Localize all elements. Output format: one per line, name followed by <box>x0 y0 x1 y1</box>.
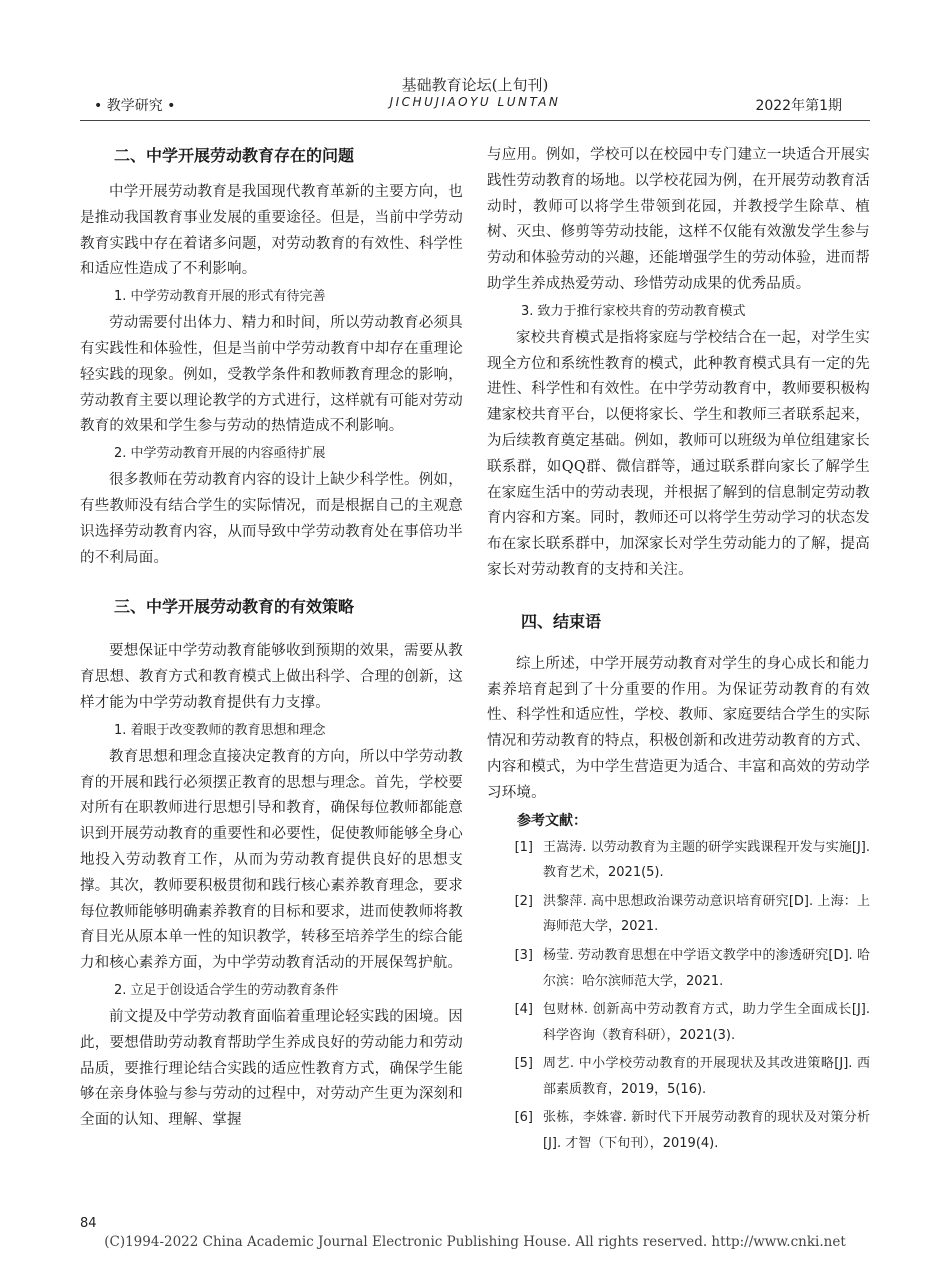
left-column <box>80 140 463 1134</box>
subheading: 2. 立足于创设适合学生的劳动教育条件 <box>114 982 339 998</box>
paragraph: 综上所述，中学开展劳动教育对学生的身心成长和能力素养培育起到了十分重要的作用。为保证劳动教育的有效性、科学性和适应性，学校、教师、家庭要结合学生的实际情况和劳动教育的特点，积极创新和改进劳动教育的方式、内容和模式，为中学生营造更为适合、丰富和高效的劳动学习环境。 <box>487 655 870 801</box>
paragraph: 中学开展劳动教育是我国现代教育革新的主要方向，也是推动我国教育事业发展的重要途径。但是，当前中学劳动教育实践中存在着诸多问题，对劳动教育的有效性、科学性和适应性造成了不利影响。 <box>80 184 463 278</box>
reference-number: [2] <box>514 893 533 909</box>
journal-title-cn: 基础教育论坛(上旬刊) <box>401 76 549 94</box>
reference-text: 王嵩涛. 以劳动教育为主题的研学实践课程开发与实施[J]. 教育艺术，2021(5). <box>543 839 870 881</box>
section-heading-3: 三、中学开展劳动教育的有效策略 <box>114 597 355 617</box>
page-number: 84 <box>80 1216 97 1231</box>
header-divider <box>80 120 870 121</box>
paragraph: 劳动需要付出体力、精力和时间，所以劳动教育必须具有实践性和体验性，但是当前中学劳动教育中却存在重理论轻实践的现象。例如，受教学条件和教师教育理念的影响，劳动教育主要以理论教学的方式进行，这样就有可能对劳动教育的效果和学生参与劳动的热情造成不利影响。 <box>80 315 463 435</box>
copyright-notice: (C)1994-2022 China Academic Journal Electronic Publishing House. All rights reserved. http://www.cnki.net <box>104 1234 846 1250</box>
reference-text: 张栋，李姝睿. 新时代下开展劳动教育的现状及对策分析[J]. 才智（下旬刊），2019(4). <box>543 1110 870 1152</box>
paragraph: 前文提及中学劳动教育面临着重理论轻实践的困境。因此，要想借助劳动教育帮助学生养成良好的劳动能力和劳动品质，要推行理论结合实践的适应性教育方式，确保学生能够在亲身体验与参与劳动的过程中，对劳动产生更为深刻和全面的认知、理解、掌握 <box>80 1008 463 1129</box>
paragraph: 很多教师在劳动教育内容的设计上缺少科学性。例如，有些教师没有结合学生的实际情况，而是根据自己的主观意识选择劳动教育内容，从而导致中学劳动教育处在事倍功半的不利局面。 <box>80 472 463 566</box>
reference-number: [4] <box>514 1002 533 1018</box>
issue-label: 2022年第1期 <box>755 98 842 114</box>
paragraph: 家校共育模式是指将家庭与学校结合在一起，对学生实现全方位和系统性教育的模式，此种教育模式具有一定的先进性、科学性和有效性。在中学劳动教育中，教师要积极构建家校共育平台，以便将家长、学生和教师三者联系起来，为后续教育奠定基础。例如，教师可以班级为单位组建家长联系群，如QQ群、微信群等，通过联系群向家长了解学生在家庭生活中的劳动表现，并根据了解到的信息制定劳动教育内容和方案。同时，教师还可以将学生劳动学习的状态发布在家长联系群中，加深家长对学生劳动能力的了解，提高家长对劳动教育的支持和关注。 <box>487 329 870 578</box>
subheading: 1. 着眼于改变教师的教育思想和理念 <box>114 722 326 738</box>
paragraph: 教育思想和理念直接决定教育的方向，所以中学劳动教育的开展和践行必须摆正教育的思想与理念。首先，学校要对所有在职教师进行思想引导和教育，确保每位教师都能意识到开展劳动教育的重要性和必要性，促使教师能够全身心地投入劳动教育工作，从而为劳动教育提供良好的思想支撑。其次，教师要积极贯彻和践行核心素养教育理念，要求每位教师能够明确素养教育的目标和要求，进而使教师将教育目光从原本单一性的知识教学，转移至培养学生的综合能力和核心素养方面，为中学劳动教育活动的开展保驾护航。 <box>80 748 463 972</box>
subheading: 3. 致力于推行家校共育的劳动教育模式 <box>521 303 746 319</box>
section-tag: • 教学研究 • <box>94 98 176 114</box>
reference-text: 杨莹. 劳动教育思想在中学语文教学中的渗透研究[D]. 哈尔滨：哈尔滨师范大学，2021. <box>543 947 870 989</box>
reference-item <box>487 943 870 994</box>
reference-text: 洪黎萍. 高中思想政治课劳动意识培育研究[D]. 上海：上海师范大学，2021. <box>543 893 870 935</box>
reference-number: [5] <box>514 1056 533 1072</box>
paragraph-continued: 与应用。例如，学校可以在校园中专门建立一块适合开展实践性劳动教育的场地。以学校花园为例，在开展劳动教育活动时，教师可以将学生带领到花园，并教授学生除草、植树、灭虫、修剪等劳动技能，这样不仅能有效激发学生参与劳动和体验劳动的兴趣，还能增强学生的劳动体验，进而帮助学生养成热爱劳动、珍惜劳动成果的优秀品质。 <box>487 147 870 292</box>
right-column <box>487 140 870 1160</box>
reference-item <box>487 1105 870 1156</box>
journal-title-pinyin: JICHUJIAOYU LUNTAN <box>389 95 561 109</box>
paragraph: 要想保证中学劳动教育能够收到预期的效果，需要从教育思想、教育方式和教育模式上做出科学、合理的创新，这样才能为中学劳动教育提供有力支撑。 <box>80 643 463 711</box>
subheading: 1. 中学劳动教育开展的形式有待完善 <box>114 289 326 305</box>
references-list <box>487 835 870 1157</box>
reference-text: 包财林. 创新高中劳动教育方式，助力学生全面成长[J]. 科学咨询（教育科研），2021(3). <box>543 1002 870 1043</box>
reference-item <box>487 889 870 940</box>
reference-number: [3] <box>514 947 533 963</box>
subheading: 2. 中学劳动教育开展的内容亟待扩展 <box>114 446 326 462</box>
references-title: 参考文献： <box>517 812 587 829</box>
reference-number: [1] <box>514 839 533 855</box>
reference-item <box>487 835 870 886</box>
reference-item <box>487 997 870 1048</box>
reference-item <box>487 1051 870 1102</box>
section-heading-2: 二、中学开展劳动教育存在的问题 <box>114 146 355 165</box>
reference-text: 周艺. 中小学校劳动教育的开展现状及其改进策略[J]. 西部素质教育，2019，5(16). <box>543 1056 870 1097</box>
reference-number: [6] <box>514 1110 533 1126</box>
section-heading-4: 四、结束语 <box>521 611 602 631</box>
